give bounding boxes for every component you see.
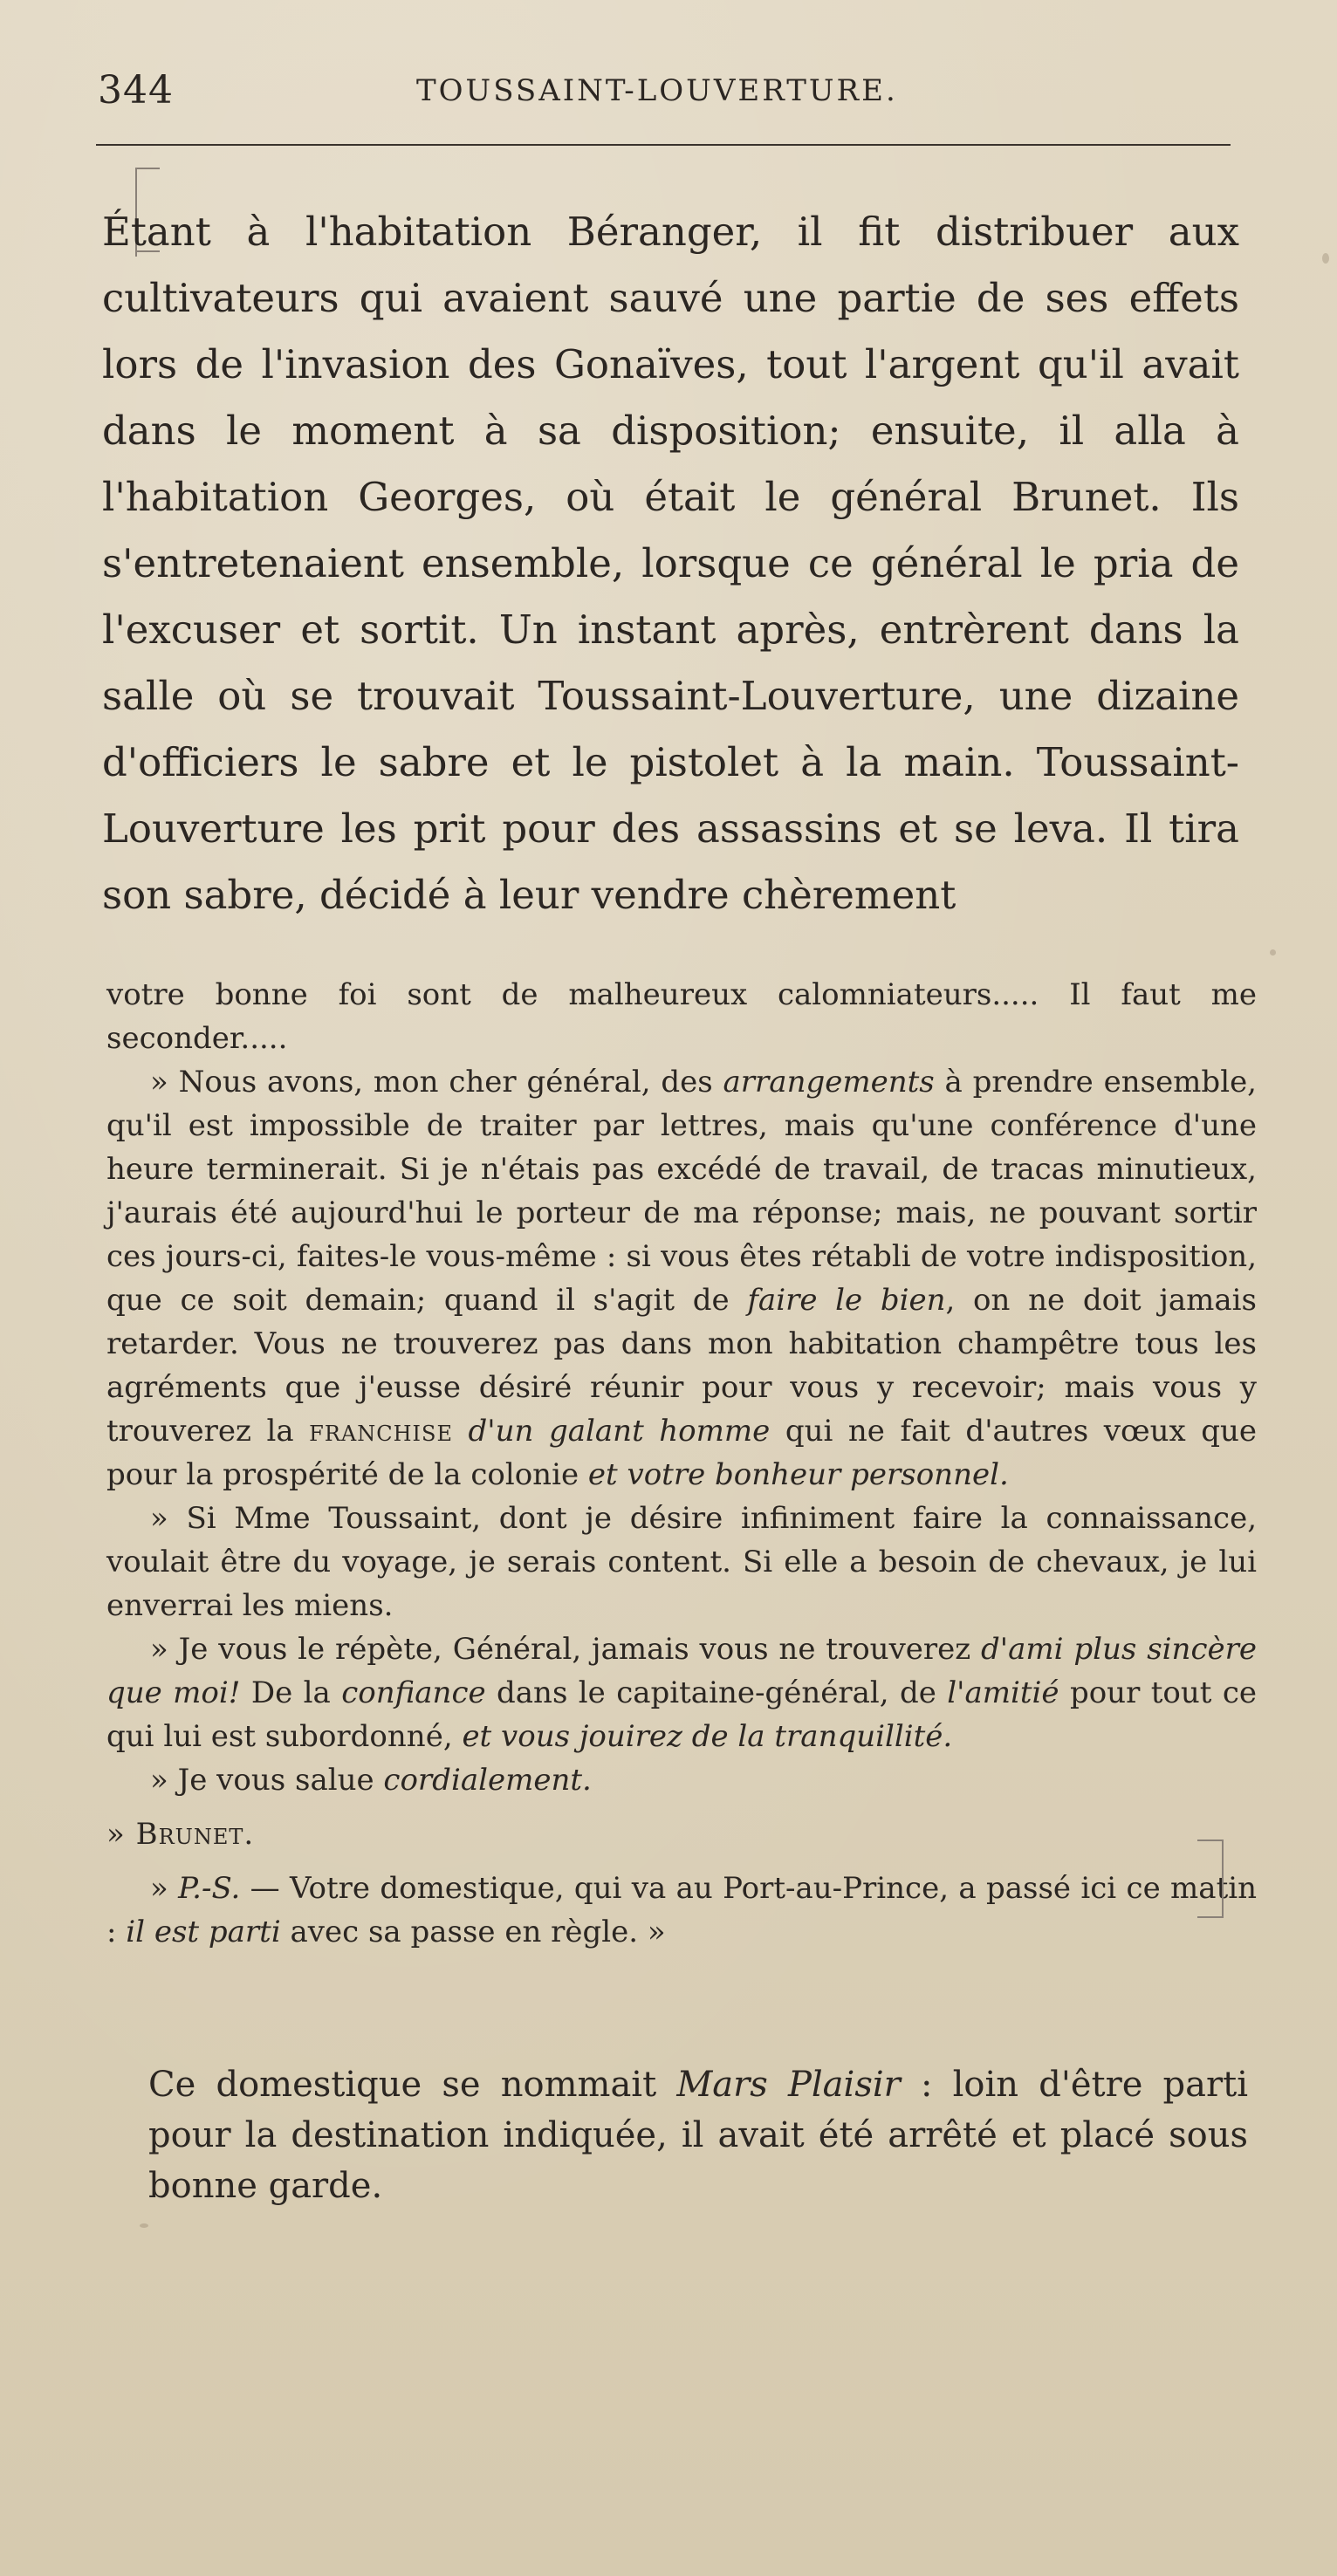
letter-signature: » Brunet. — [106, 1817, 255, 1852]
paper-speck — [1270, 949, 1276, 956]
paper-speck — [1322, 253, 1329, 264]
letter-paragraph-2: » Nous avons, mon cher général, des arrangements à prendre ensemble, qu'il est impossible de traiter par lettres, mais qu'une conférence d'une heure terminerait. Si je n'étais pas excédé de travail, de tracas minutieux, j'aurais été aujourd'hui le porteur de ma réponse; mais, ne pouvant sortir ces jours-ci, faites-le vous-même : si vous êtes rétabli de votre indisposition, que ce soit demain; quand il s'agit de faire le bien, on ne doit jamais retarder. Vous ne trouverez pas dans mon habitation champêtre tous les agréments que j'eusse désiré réunir pour vous y recevoir; mais vous y trouverez la franchise d'un galant homme qui ne fait d'autres vœux que pour la prospérité de la colonie et votre bonheur personnel. — [106, 1065, 1257, 1492]
quoted-letter — [106, 973, 1257, 1954]
main-paragraph-block — [102, 199, 1239, 928]
letter-paragraph-4: » Je vous le répète, Général, jamais vous ne trouverez d'ami plus sincère que moi! De la confiance dans le capitaine-général, de l'amitié pour tout ce qui lui est subordonné, et vous jouirez de la tranquillité. — [106, 1632, 1258, 1754]
closing-paragraph-block — [148, 2059, 1248, 2211]
closing-paragraph: Ce domestique se nommait Mars Plaisir : loin d'être parti pour la destination indiquée, il avait été arrêté et placé sous bonne garde. — [148, 2065, 1248, 2206]
pencil-bracket-mark-end — [1197, 1840, 1224, 1918]
page-header — [98, 68, 1232, 120]
running-head: TOUSSAINT-LOUVERTURE. — [416, 73, 898, 108]
letter-paragraph-1: votre bonne foi sont de malheureux calomniateurs..... Il faut me seconder..... — [106, 977, 1257, 1056]
paper-speck — [140, 2223, 148, 2228]
header-rule — [96, 144, 1231, 146]
main-paragraph: Étant à l'habitation Béranger, il fit distribuer aux cultivateurs qui avaient sauvé une partie de ses effets lors de l'invasion des Gonaïves, tout l'argent qu'il avait dans le moment à sa disposition; ensuite, il alla à l'habitation Georges, où était le général Brunet. Ils s'entretenaient ensemble, lorsque ce général le pria de l'excuser et sortit. Un instant après, entrèrent dans la salle où se trouvait Toussaint-Louverture, une dizaine d'officiers le sabre et le pistolet à la main. Toussaint-Louverture les prit pour des assassins et se leva. Il tira son sabre, décidé à leur vendre chèrement — [102, 209, 1239, 918]
page-number: 344 — [98, 68, 174, 113]
letter-paragraph-5: » Je vous salue cordialement. — [150, 1763, 592, 1798]
letter-postscript: » P.-S. — Votre domestique, qui va au Port-au-Prince, a passé ici ce matin : il est parti avec sa passe en règle. » — [106, 1871, 1257, 1949]
letter-paragraph-3: » Si Mme Toussaint, dont je désire infiniment faire la connaissance, voulait être du voyage, je serais content. Si elle a besoin de chevaux, je lui enverrai les miens. — [106, 1501, 1257, 1623]
